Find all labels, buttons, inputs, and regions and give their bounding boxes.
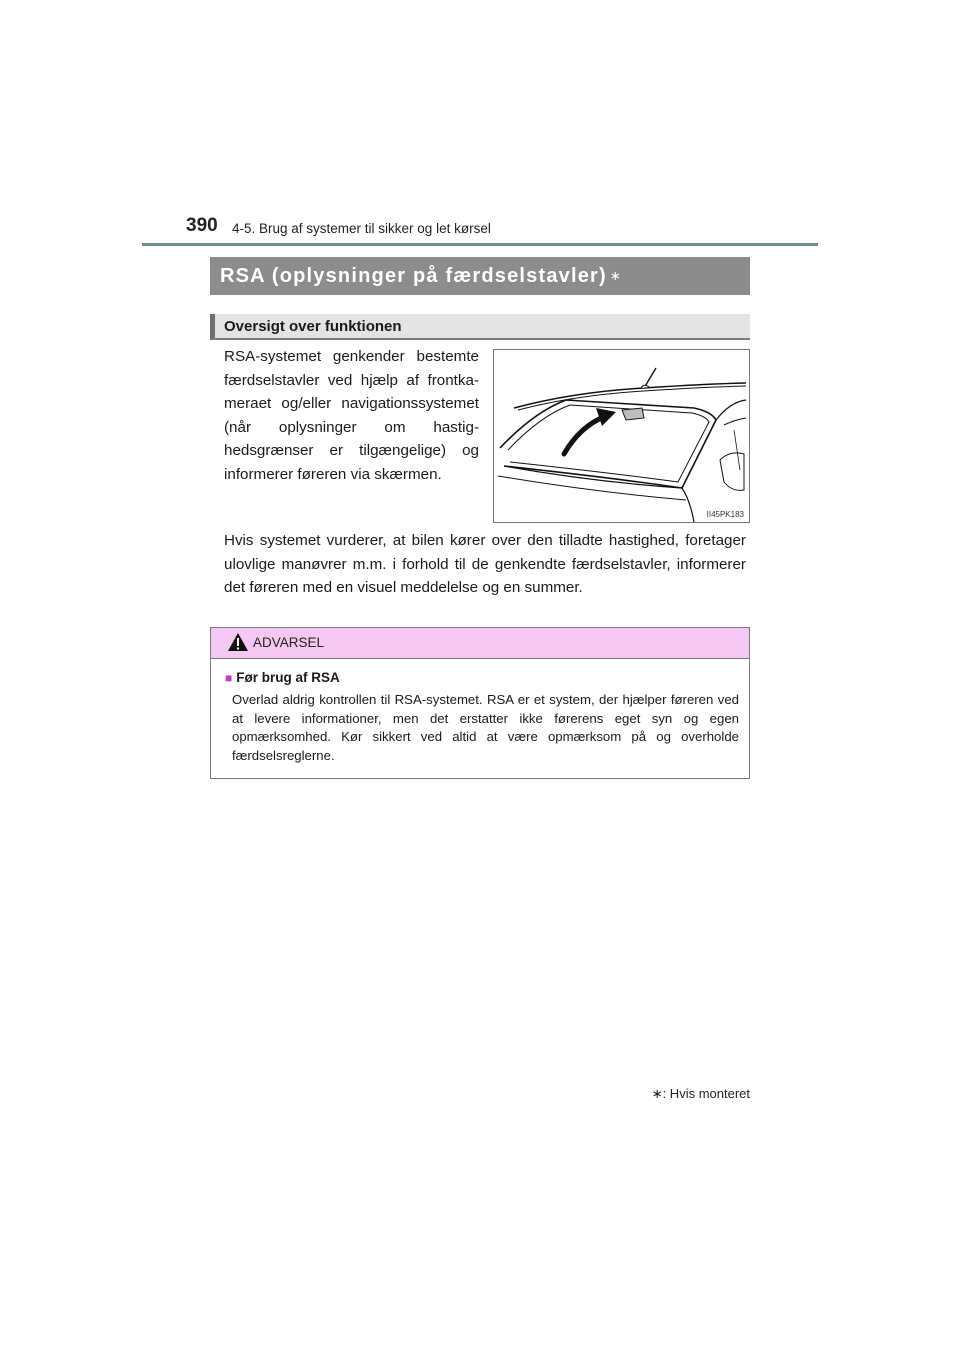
warning-label: ADVARSEL (253, 635, 325, 650)
body-paragraph: Hvis systemet vurderer, at bilen kører over den tilladte hastighed, foretager ulovlige manøvrer m.m. i forhold til de genkendte færdselstavler, informerer det føreren med en visuel meddelelse og en summer. (224, 532, 746, 596)
section-title-asterisk: ∗ (609, 268, 621, 283)
windshield-drawing (494, 350, 749, 522)
warning-triangle-icon (227, 632, 249, 652)
page-number: 390 (186, 215, 218, 236)
chapter-title: 4-5. Brug af systemer til sikker og let kørsel (232, 221, 491, 236)
warning-item-title (225, 670, 340, 685)
warning-header (211, 628, 749, 659)
warning-item-body: Overlad aldrig kontrollen til RSA-systemet. RSA er et system, der hjælper føreren ved at levere informationer, men det erstatter ikke førerens eget syn og egen opmærksomhed. Kør sikkert ved altid at være opmærksom på og overholde færdselsreglerne. (232, 692, 739, 763)
subsection-title: Oversigt over funktionen (224, 317, 402, 335)
section-title: RSA (oplysninger på færdselstavler) (220, 264, 607, 287)
subsection-bar (210, 314, 750, 340)
intro-paragraph: RSA-systemet genkender bestemte færdselstavler ved hjælp af frontkameraet og/eller navigationssystemet (når oplysninger om hastighedsgrænser er tilgængelige) og informerer føreren via skærmen. (224, 348, 479, 483)
windshield-camera-illustration (493, 349, 750, 523)
warning-item-title-text: Før brug af RSA (236, 670, 340, 685)
warning-box (210, 627, 750, 779)
header-rule (142, 243, 818, 246)
footnote: ∗: Hvis monteret (651, 1086, 750, 1101)
illustration-code: II45PK183 (706, 510, 744, 519)
square-bullet-icon: ■ (225, 671, 233, 685)
section-title-bar (210, 257, 750, 295)
